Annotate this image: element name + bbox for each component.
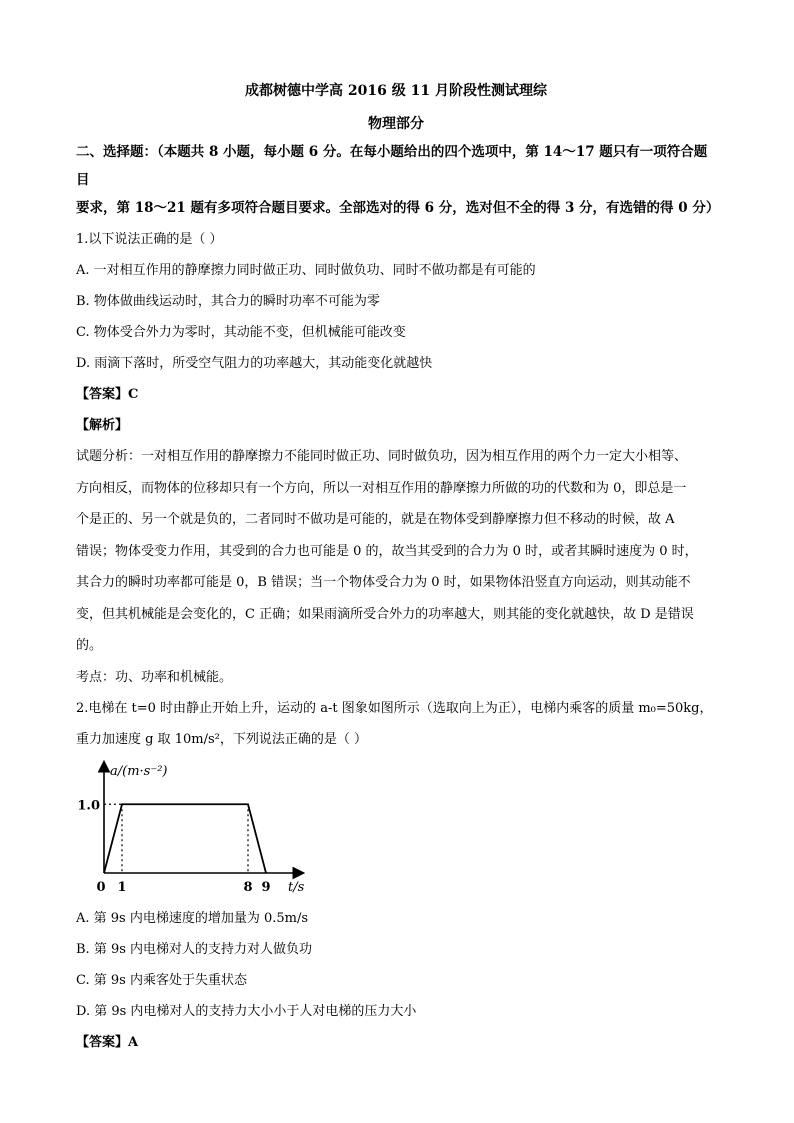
page-subtitle: 物理部分 — [368, 116, 424, 132]
page-title: 成都树德中学高 2016 级 11 月阶段性测试理综 — [245, 83, 547, 99]
x-tick-label: 9 — [261, 879, 271, 895]
q1-analysis-line: 个是正的、另一个就是负的，二者同时不做功是可能的，就是在物体受到静摩擦力但不移动的时候，故 A — [76, 512, 675, 527]
section-line-2: 要求，第 18～21 题有多项符合题目要求。全部选对的得 6 分，选对但不全的得 3 分，有选错的得 0 分） — [76, 200, 720, 216]
q1-analysis-line: 错误；物体受变力作用，其受到的合力也可能是 0 的，故当其受到的合力为 0 时，或者其瞬时速度为 0 时， — [76, 543, 698, 559]
q1-kaodian: 考点：功、功率和机械能。 — [76, 669, 233, 685]
q2-option-b: B. 第 9s 内电梯对人的支持力对人做负功 — [76, 941, 313, 957]
q1-analysis-line: 方向相反，而物体的位移却只有一个方向，所以一对相互作用的静摩擦力所做的功的代数和为 0，即总是一 — [76, 480, 687, 496]
q1-analysis-line: 的。 — [76, 638, 103, 653]
section-line-1: 二、选择题：（本题共 8 小题，每小题 6 分。在每小题给出的四个选项中，第 14～17 题只有一项符合题目 — [76, 144, 708, 188]
q1-option-b: B. 物体做曲线运动时，其合力的瞬时功率不可能为零 — [76, 294, 380, 309]
x-tick-label: 1 — [117, 879, 127, 895]
q2-stem-line-1: 2.电梯在 t=0 时由静止开始上升，运动的 a-t 图象如图所示（选取向上为正），电梯内乘客的质量 m₀=50kg， — [76, 700, 713, 716]
q1-analysis-tag: 【解析】 — [76, 418, 129, 433]
question-2 — [76, 693, 716, 1058]
y-axis-label: a/(m·s⁻²) — [110, 763, 168, 779]
a-t-chart-svg — [76, 757, 316, 899]
q1-option-c: C. 物体受合外力为零时，其动能不变，但机械能可能改变 — [76, 325, 406, 340]
x-axis-label: t/s — [288, 879, 305, 895]
q1-answer: 【答案】C — [76, 387, 139, 402]
q1-stem: 1.以下说法正确的是（ ） — [76, 232, 223, 247]
q2-option-a: A. 第 9s 内电梯速度的增加量为 0.5m/s — [76, 910, 309, 926]
q2-answer: 【答案】A — [76, 1034, 139, 1050]
q2-option-d: D. 第 9s 内电梯对人的支持力大小小于人对电梯的压力大小 — [76, 1003, 417, 1019]
q1-analysis-line: 其合力的瞬时功率都可能是 0，B 错误；当一个物体受合力为 0 时，如果物体沿竖直方向运动，则其动能不 — [76, 575, 691, 590]
x-tick-label: 0 — [96, 879, 106, 895]
q1-analysis-line: 变，但其机械能是会变化的，C 正确；如果雨滴所受合外力的功率越大，则其能的变化就越快，故 D 是错误 — [76, 606, 694, 622]
a-t-chart — [76, 757, 316, 899]
question-1 — [76, 224, 716, 693]
q2-option-c: C. 第 9s 内乘客处于失重状态 — [76, 972, 247, 988]
q1-option-d: D. 雨滴下落时，所受空气阻力的功率越大，其动能变化就越快 — [76, 356, 433, 371]
q1-analysis-line: 试题分析：一对相互作用的静摩擦力不能同时做正功、同时做负功，因为相互作用的两个力一定大小相等、 — [76, 449, 688, 464]
x-tick-label: 8 — [243, 879, 253, 895]
section-heading — [76, 138, 720, 222]
q2-stem-line-2: 重力加速度 g 取 10m/s²，下列说法正确的是（ ） — [76, 731, 367, 747]
series-line — [104, 804, 266, 873]
exam-page — [76, 80, 720, 1058]
q1-analysis — [76, 441, 716, 662]
q1-option-a: A. 一对相互作用的静摩擦力同时做正功、同时做负功、同时不做功都是有可能的 — [76, 263, 536, 278]
y-tick-label: 1.0 — [77, 797, 100, 813]
